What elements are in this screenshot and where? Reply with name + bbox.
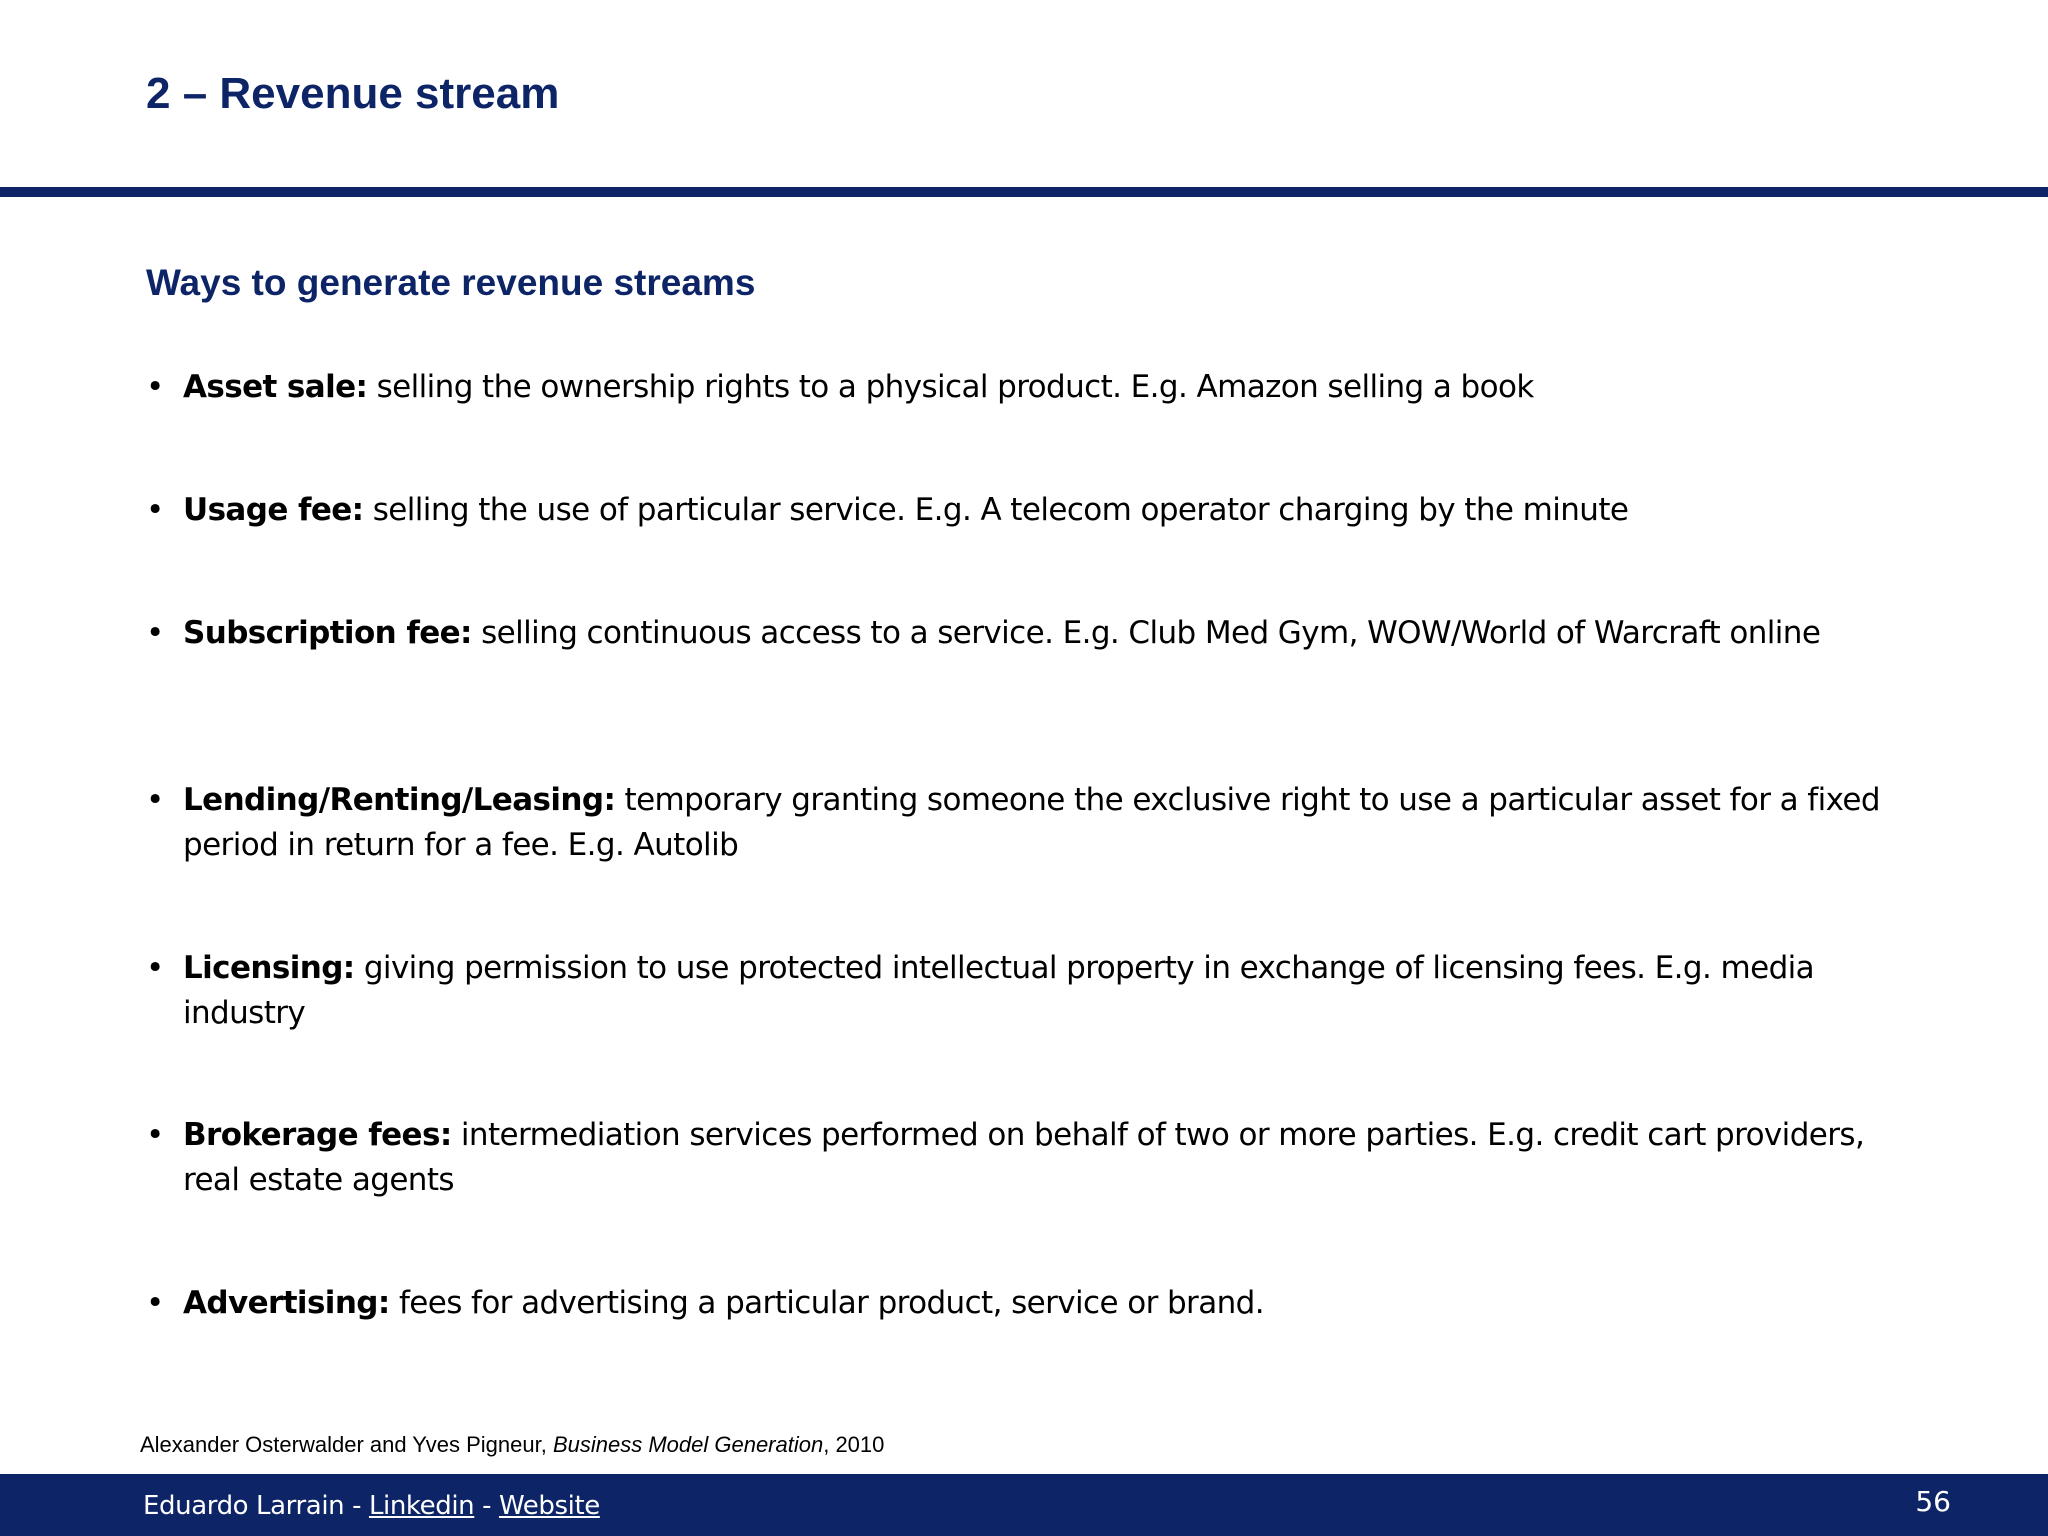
bullet-description: giving permission to use protected intellectual property in exchange of licensing fees. E.g. media industry	[183, 950, 1815, 1031]
bullet-mark: •	[146, 1285, 165, 1321]
bullet-text	[183, 778, 1926, 868]
bullet-mark: •	[146, 369, 165, 405]
footer-separator: -	[474, 1491, 499, 1521]
bullet-term: Brokerage fees:	[183, 1117, 452, 1153]
bullet-description: selling the use of particular service. E.g. A telecom operator charging by the minute	[363, 492, 1629, 528]
bullet-mark: •	[146, 615, 165, 651]
bullet-text	[183, 611, 1926, 656]
bullet-mark: •	[146, 950, 165, 986]
bullet-term: Licensing:	[183, 950, 355, 986]
bullet-text	[183, 1281, 1926, 1326]
section-heading: Ways to generate revenue streams	[146, 262, 756, 303]
bullet-mark: •	[146, 782, 165, 818]
bullet-item-brokerage-fees	[146, 1113, 1926, 1203]
bullet-term: Advertising:	[183, 1285, 390, 1321]
bullet-term: Usage fee:	[183, 492, 364, 528]
bullet-description: temporary granting someone the exclusive right to use a particular asset for a fixed period in return for a fee. E.g. Autolib	[183, 782, 1880, 863]
bullet-mark: •	[146, 492, 165, 528]
bullet-text	[183, 946, 1926, 1036]
footer-bar	[0, 1474, 2048, 1536]
bullet-description: selling the ownership rights to a physical product. E.g. Amazon selling a book	[367, 369, 1534, 405]
bullet-item-usage-fee	[146, 488, 1926, 533]
website-link[interactable]: Website	[498, 1491, 600, 1521]
linkedin-link[interactable]: Linkedin	[368, 1491, 475, 1521]
slide-title: 2 – Revenue stream	[146, 69, 560, 118]
bullet-item-subscription-fee	[146, 611, 1926, 656]
citation-authors: Alexander Osterwalder and Yves Pigneur,	[140, 1432, 553, 1457]
bullet-description: selling continuous access to a service. E.g. Club Med Gym, WOW/World of Warcraft online	[471, 615, 1821, 651]
bullet-text	[183, 365, 1926, 410]
bullet-description: intermediation services performed on behalf of two or more parties. E.g. credit cart providers, real estate agents	[183, 1117, 1865, 1198]
bullet-term: Asset sale:	[183, 369, 368, 405]
page-number: 56	[1915, 1485, 1951, 1518]
footer-author: Eduardo Larrain -	[143, 1491, 369, 1521]
footer-credits	[143, 1488, 600, 1524]
bullet-mark: •	[146, 1117, 165, 1153]
citation-book-title: Business Model Generation	[552, 1432, 824, 1457]
bullet-term: Subscription fee:	[183, 615, 472, 651]
bullet-item-asset-sale	[146, 365, 1926, 410]
bullet-item-licensing	[146, 946, 1926, 1036]
bullet-text	[183, 488, 1926, 533]
bullet-term: Lending/Renting/Leasing:	[183, 782, 616, 818]
bullet-description: fees for advertising a particular product, service or brand.	[389, 1285, 1264, 1321]
bullet-text	[183, 1113, 1926, 1203]
source-citation	[140, 1430, 884, 1460]
bullet-item-lending-renting-leasing	[146, 778, 1926, 868]
bullet-item-advertising	[146, 1281, 1926, 1326]
citation-year: , 2010	[823, 1432, 885, 1457]
title-divider	[0, 187, 2048, 197]
